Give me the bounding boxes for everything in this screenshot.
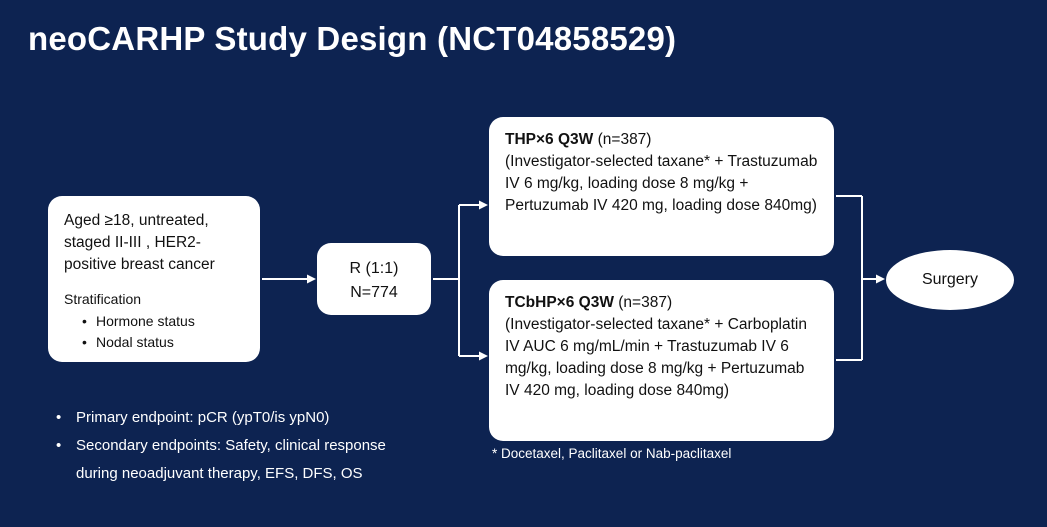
list-item: • Hormone status [82,311,246,332]
randomization-box [317,243,431,315]
arm-2-title: TCbHP×6 Q3W [505,294,614,311]
endpoints-continuation: during neoadjuvant therapy, EFS, DFS, OS [76,464,363,482]
taxane-footnote: * Docetaxel, Paclitaxel or Nab-paclitaxel [492,446,732,461]
arm-2-heading [505,292,820,314]
arm-2-detail: (Investigator-selected taxane* + Carboplatin IV AUC 6 mg/mL/min + Trastuzumab IV 6 mg/kg, loading dose 8 mg/kg + Pertuzumab IV 420 mg, loading dose 840mg) [505,316,807,399]
page-title: neoCARHP Study Design (NCT04858529) [28,20,677,57]
list-item: • Primary endpoint: pCR (ypT0/is ypN0) [48,404,478,432]
surgery-node [886,250,1014,310]
surgery-label: Surgery [921,271,979,288]
stratification-label: Stratification [64,291,142,307]
randomization-ratio: R (1:1) [349,260,399,277]
arm-1-n: (n=387) [597,131,652,148]
arm-2-n: (n=387) [618,294,673,311]
treatment-arm-2-box [489,280,834,441]
arm-1-heading [505,129,820,151]
endpoints-list [48,404,478,487]
arm-1-detail: (Investigator-selected taxane* + Trastuzumab IV 6 mg/kg, loading dose 8 mg/kg + Pertuzumab IV 420 mg, loading dose 840mg) [505,153,818,214]
population-box [48,196,260,362]
arm-1-title: THP×6 Q3W [505,131,594,148]
list-item: • Nodal status [82,332,246,353]
randomization-total: N=774 [350,284,398,301]
stratification-list [64,311,246,353]
treatment-arm-1-box [489,117,834,256]
list-item: • Secondary endpoints: Safety, clinical response [48,432,478,460]
population-description: Aged ≥18, untreated, staged II-III , HER2-positive breast cancer [64,212,215,273]
